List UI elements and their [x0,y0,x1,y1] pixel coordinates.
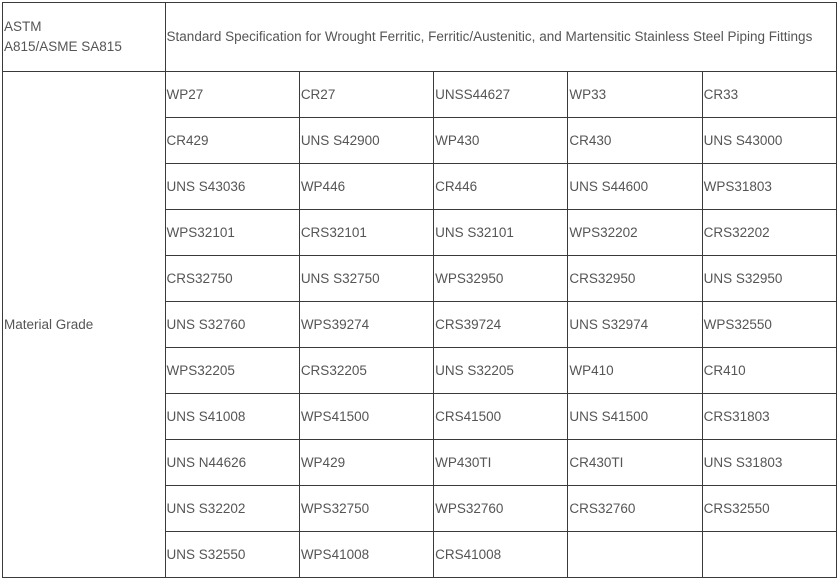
standard-line-1: ASTM [4,19,42,34]
grade-cell: UNS N44626 [165,440,299,486]
grade-cell: WP430 [434,118,568,164]
grade-cell [568,532,702,578]
grade-cell: WP27 [165,72,299,118]
grade-cell: WPS41008 [299,532,433,578]
grade-cell: UNS S42900 [299,118,433,164]
grade-cell: UNS S32750 [299,256,433,302]
grade-cell: CRS41500 [434,394,568,440]
grade-cell: UNS S43036 [165,164,299,210]
specification-table [2,2,837,578]
grade-cell: WPS32750 [299,486,433,532]
grade-cell: CRS32950 [568,256,702,302]
grade-cell: WPS39274 [299,302,433,348]
header-row [3,3,837,72]
grade-cell: CR410 [702,348,836,394]
grade-cell: CR33 [702,72,836,118]
grade-cell: CRS41008 [434,532,568,578]
grade-cell: CR446 [434,164,568,210]
standard-cell [3,3,166,72]
grade-cell: UNS S32205 [434,348,568,394]
grade-cell: CR27 [299,72,433,118]
grade-cell: WPS31803 [702,164,836,210]
grade-cell: CRS32205 [299,348,433,394]
grade-cell: CRS32550 [702,486,836,532]
grade-cell: UNS S32202 [165,486,299,532]
grade-cell: WPS32205 [165,348,299,394]
grade-cell: WPS32950 [434,256,568,302]
grade-cell: UNS S43000 [702,118,836,164]
grade-cell: WPS32202 [568,210,702,256]
grade-cell: CR429 [165,118,299,164]
grade-cell: CRS32101 [299,210,433,256]
grade-cell: UNS S32974 [568,302,702,348]
grade-cell: WP430TI [434,440,568,486]
grade-cell: WP429 [299,440,433,486]
grade-cell: WP410 [568,348,702,394]
grade-cell: UNS S32760 [165,302,299,348]
grade-cell: WPS32550 [702,302,836,348]
grade-cell [702,532,836,578]
grade-cell: UNS S41500 [568,394,702,440]
grade-cell: CRS31803 [702,394,836,440]
grade-cell: WP446 [299,164,433,210]
grade-cell: WPS32760 [434,486,568,532]
grade-cell: WP33 [568,72,702,118]
grade-cell: WPS32101 [165,210,299,256]
grade-cell: UNS S41008 [165,394,299,440]
grade-cell: CR430TI [568,440,702,486]
standard-line-2: A815/ASME SA815 [4,39,122,54]
grade-cell: UNS S32550 [165,532,299,578]
grade-cell: CRS32760 [568,486,702,532]
specification-title: Standard Specification for Wrought Ferritic, Ferritic/Austenitic, and Martensitic Stainless Steel Piping Fittings [165,3,836,72]
material-grade-label: Material Grade [3,72,166,578]
grade-cell: UNSS44627 [434,72,568,118]
grade-cell: CRS39724 [434,302,568,348]
grade-cell: CRS32202 [702,210,836,256]
grade-cell: CR430 [568,118,702,164]
grade-cell: UNS S31803 [702,440,836,486]
grade-cell: UNS S32950 [702,256,836,302]
grade-cell: CRS32750 [165,256,299,302]
grade-row [3,72,837,118]
grade-cell: UNS S44600 [568,164,702,210]
grade-cell: WPS41500 [299,394,433,440]
grade-cell: UNS S32101 [434,210,568,256]
